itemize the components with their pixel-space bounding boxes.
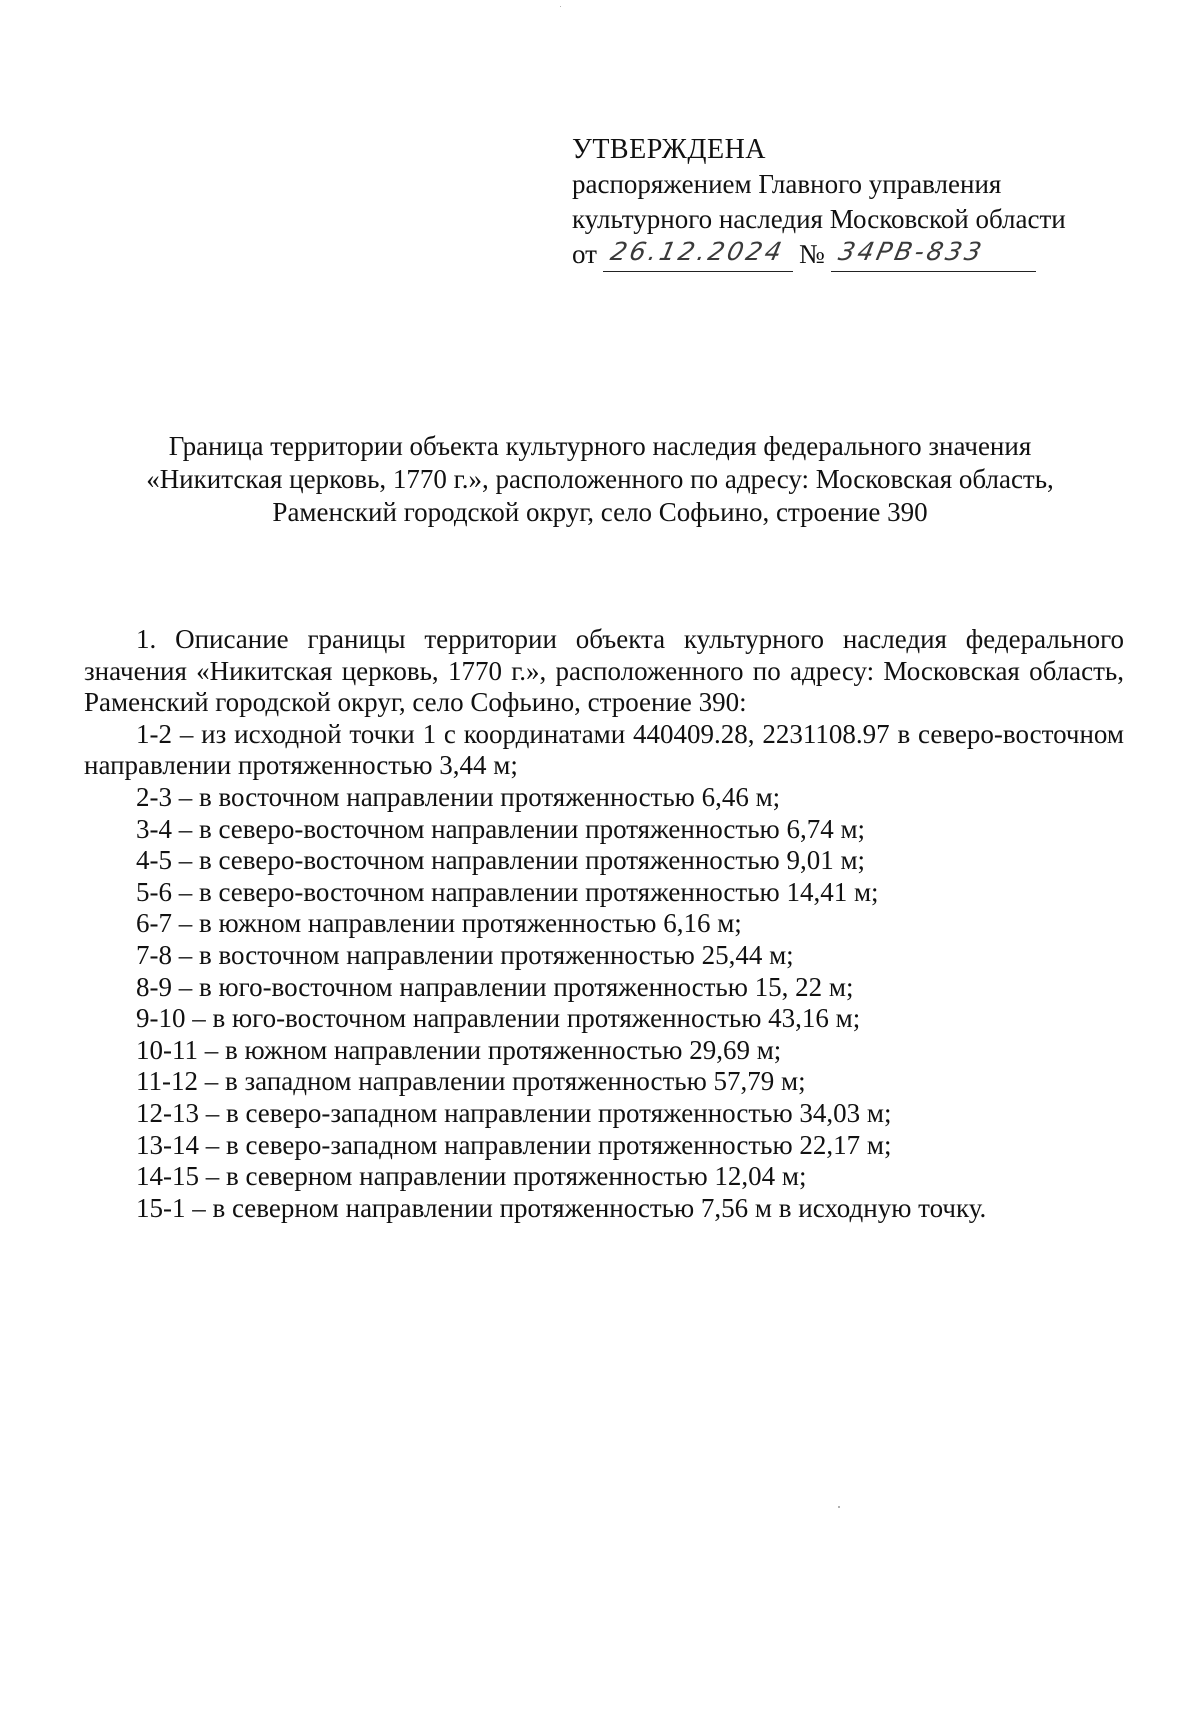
title-line-2: «Никитская церковь, 1770 г.», расположенного по адресу: Московская область, bbox=[146, 464, 1054, 494]
approval-line-1: распоряжением Главного управления bbox=[572, 169, 1002, 199]
boundary-segment: 2-3 – в восточном направлении протяженностью 6,46 м; bbox=[136, 781, 781, 812]
document-body bbox=[84, 624, 1124, 1224]
boundary-segment: 15-1 – в северном направлении протяженностью 7,56 м в исходную точку. bbox=[136, 1192, 987, 1223]
number-label: № bbox=[798, 239, 825, 269]
handwritten-number: 34РВ-833 bbox=[835, 237, 987, 266]
boundary-segment: 6-7 – в южном направлении протяженностью 6,16 м; bbox=[136, 908, 742, 939]
boundary-segment: 8-9 – в юго-восточном направлении протяженностью 15, 22 м; bbox=[136, 971, 854, 1002]
boundary-segment: 10-11 – в южном направлении протяженностью 29,69 м; bbox=[136, 1034, 782, 1065]
boundary-description-intro: 1. Описание границы территории объекта культурного наследия федерального значения «Никитская церковь, 1770 г.», расположенного по адресу: Московская область, Раменский городской округ, село Софьино, строение 390: bbox=[84, 624, 1124, 718]
boundary-segment: 3-4 – в северо-восточном направлении протяженностью 6,74 м; bbox=[136, 813, 866, 844]
boundary-segment: 14-15 – в северном направлении протяженностью 12,04 м; bbox=[136, 1161, 807, 1192]
approval-date-number-row bbox=[572, 237, 1132, 272]
boundary-segment: 12-13 – в северо-западном направлении протяженностью 34,03 м; bbox=[136, 1097, 892, 1128]
number-fill-line bbox=[831, 237, 1036, 272]
boundary-segment: 7-8 – в восточном направлении протяженностью 25,44 м; bbox=[136, 939, 794, 970]
boundary-segment: 5-6 – в северо-восточном направлении протяженностью 14,41 м; bbox=[136, 876, 879, 907]
from-label: от bbox=[572, 239, 597, 269]
title-line-3: Раменский городской округ, село Софьино, строение 390 bbox=[272, 497, 928, 527]
boundary-segment: 11-12 – в западном направлении протяженностью 57,79 м; bbox=[136, 1066, 806, 1097]
handwritten-date: 26.12.2024 bbox=[607, 237, 788, 266]
date-fill-line bbox=[603, 237, 793, 272]
boundary-segment: 4-5 – в северо-восточном направлении протяженностью 9,01 м; bbox=[136, 845, 866, 876]
boundary-segment: 9-10 – в юго-восточном направлении протяженностью 43,16 м; bbox=[136, 1003, 861, 1034]
boundary-segment: 1-2 – из исходной точки 1 с координатами 440409.28, 2231108.97 в северо-восточном направлении протяженностью 3,44 м; bbox=[84, 718, 1124, 781]
approval-stamp-block bbox=[572, 132, 1132, 272]
title-line-1: Граница территории объекта культурного наследия федерального значения bbox=[168, 431, 1032, 461]
approval-line-2: культурного наследия Московской области bbox=[572, 204, 1066, 234]
scan-speck bbox=[838, 1506, 840, 1508]
scan-speck bbox=[560, 6, 561, 7]
document-title bbox=[90, 430, 1110, 529]
approval-heading: УТВЕРЖДЕНА bbox=[572, 134, 767, 165]
boundary-segment: 13-14 – в северо-западном направлении протяженностью 22,17 м; bbox=[136, 1129, 892, 1160]
